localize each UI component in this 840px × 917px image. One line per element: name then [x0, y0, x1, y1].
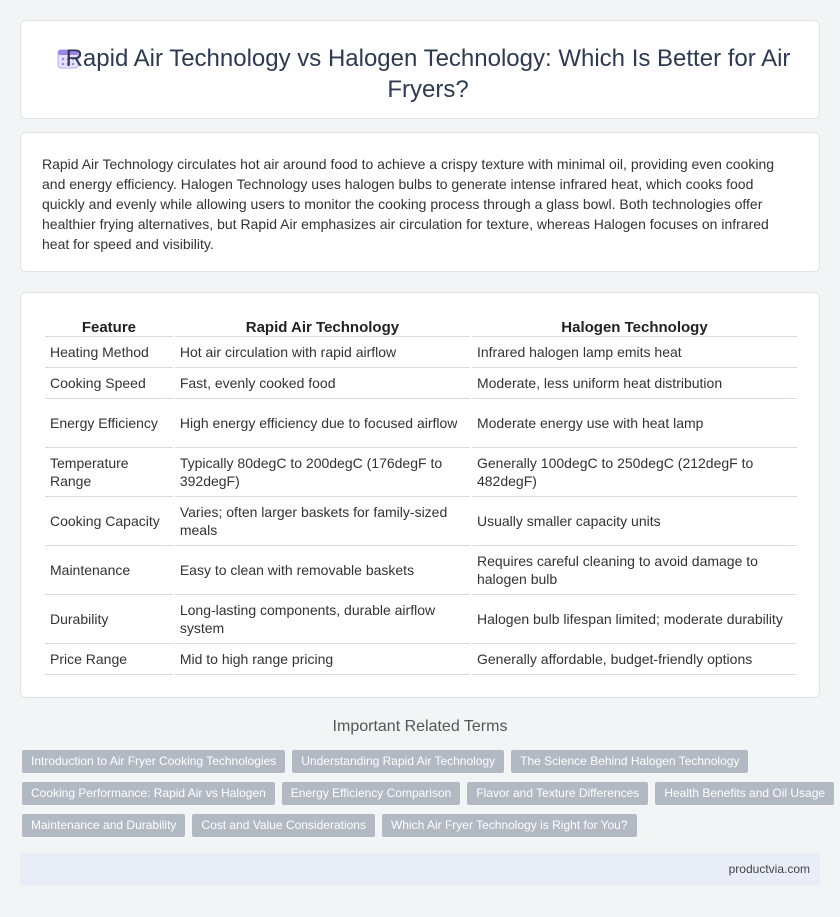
feature-cell: Durability [45, 595, 173, 644]
table-row [45, 448, 797, 497]
feature-cell: Energy Efficiency [45, 399, 173, 448]
feature-cell: Heating Method [45, 337, 173, 368]
header-feature: Feature [45, 315, 173, 337]
rapid-air-cell: High energy efficiency due to focused airflow [175, 399, 470, 448]
halogen-cell: Generally affordable, budget-friendly options [472, 644, 797, 675]
related-tag-link[interactable]: Health Benefits and Oil Usage [655, 782, 834, 805]
rapid-air-cell: Mid to high range pricing [175, 644, 470, 675]
intro-card [20, 132, 820, 272]
table-row [45, 546, 797, 595]
tag-row [22, 750, 822, 773]
table-row [45, 595, 797, 644]
tag-row [22, 814, 822, 837]
feature-cell: Price Range [45, 644, 173, 675]
rapid-air-cell: Fast, evenly cooked food [175, 368, 470, 399]
related-tag-link[interactable]: The Science Behind Halogen Technology [511, 750, 748, 773]
rapid-air-cell: Long-lasting components, durable airflow system [175, 595, 470, 644]
table-row [45, 497, 797, 546]
title-card [20, 20, 820, 119]
related-tag-link[interactable]: Which Air Fryer Technology is Right for You? [382, 814, 637, 837]
table-row [45, 368, 797, 399]
halogen-cell: Moderate energy use with heat lamp [472, 399, 797, 448]
feature-cell: Cooking Capacity [45, 497, 173, 546]
related-terms-title: Important Related Terms [332, 718, 508, 735]
halogen-cell: Usually smaller capacity units [472, 497, 797, 546]
footer [20, 853, 820, 886]
feature-cell: Cooking Speed [45, 368, 173, 399]
related-tag-link[interactable]: Flavor and Texture Differences [467, 782, 648, 805]
rapid-air-cell: Varies; often larger baskets for family-sized meals [175, 497, 470, 546]
table-header-row [45, 315, 797, 337]
footer-site-link[interactable]: productvia.com [728, 862, 810, 876]
feature-cell: Temperature Range [45, 448, 173, 497]
halogen-cell: Generally 100degC to 250degC (212degF to 482degF) [472, 448, 797, 497]
table-row [45, 337, 797, 368]
comparison-card [20, 292, 820, 698]
related-tag-link[interactable]: Understanding Rapid Air Technology [292, 750, 504, 773]
rapid-air-cell: Typically 80degC to 200degC (176degF to 392degF) [175, 448, 470, 497]
header-halogen: Halogen Technology [472, 315, 797, 337]
halogen-cell: Moderate, less uniform heat distribution [472, 368, 797, 399]
intro-paragraph: Rapid Air Technology circulates hot air around food to achieve a crispy texture with minimal oil, providing even cooking and energy efficiency. Halogen Technology uses halogen bulbs to generate intense infrared heat, which cooks food quickly and evenly while allowing users to monitor the cooking process through a glass bowl. Both technologies offer healthier frying alternatives, but Rapid Air emphasizes air circulation for texture, whereas Halogen focuses on infrared heat for speed and visibility. [42, 156, 775, 252]
page-title: Rapid Air Technology vs Halogen Technology: Which Is Better for Air Fryers? [65, 45, 791, 103]
rapid-air-cell: Easy to clean with removable baskets [175, 546, 470, 595]
table-row [45, 399, 797, 448]
table-row [45, 644, 797, 675]
related-tag-link[interactable]: Energy Efficiency Comparison [282, 782, 461, 805]
halogen-cell: Infrared halogen lamp emits heat [472, 337, 797, 368]
halogen-cell: Halogen bulb lifespan limited; moderate durability [472, 595, 797, 644]
feature-cell: Maintenance [45, 546, 173, 595]
header-rapid-air: Rapid Air Technology [175, 315, 470, 337]
related-tags [22, 750, 826, 846]
related-tag-link[interactable]: Maintenance and Durability [22, 814, 185, 837]
related-tag-link[interactable]: Introduction to Air Fryer Cooking Technologies [22, 750, 285, 773]
tag-row [22, 782, 826, 805]
halogen-cell: Requires careful cleaning to avoid damage to halogen bulb [472, 546, 797, 595]
related-tag-link[interactable]: Cooking Performance: Rapid Air vs Halogen [22, 782, 275, 805]
rapid-air-cell: Hot air circulation with rapid airflow [175, 337, 470, 368]
comparison-table [43, 315, 799, 675]
related-tag-link[interactable]: Cost and Value Considerations [192, 814, 375, 837]
